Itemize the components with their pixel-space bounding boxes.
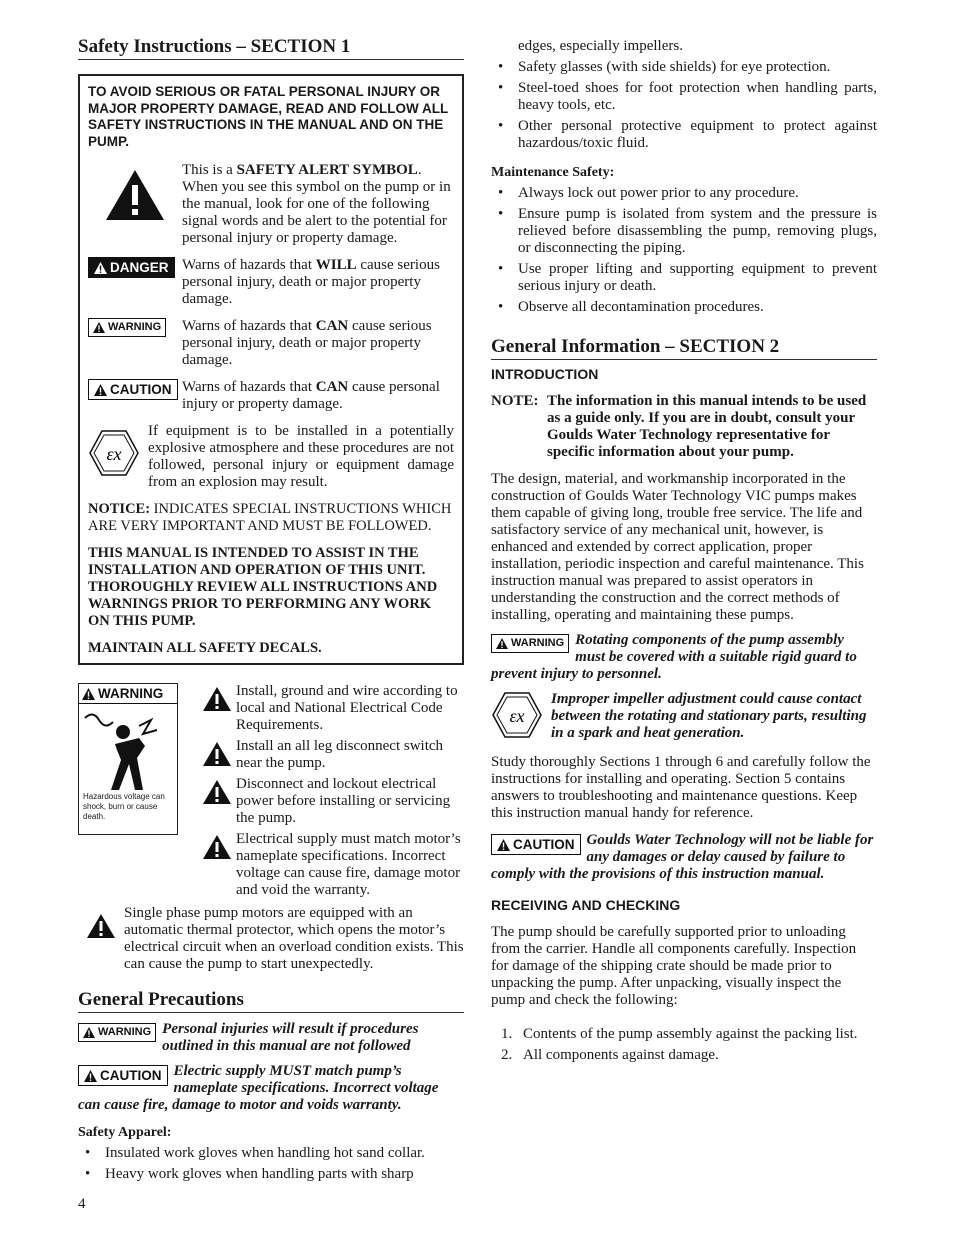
alert-icon [202,834,232,860]
guard-warning-text: Rotating components of the pump assembly must be covered with a suitable rigid guard to prevent injury to personnel. [491,632,857,682]
notice-paragraph [88,501,454,535]
guard-warning [491,632,877,683]
decals-paragraph: MAINTAIN ALL SAFETY DECALS. [88,640,322,656]
danger-row [88,257,454,308]
electrical-warning-block [78,683,464,903]
receiving-paragraph: The pump should be carefully supported prior to unloading from the carrier. Handle all components carefully. Inspection for damage of the shipping crate should be made prior to unpacking the pump. After unpacking, visually inspect the pump and check the following: [491,924,857,1008]
caution-text-bold: CAN [315,379,349,395]
single-phase-text: Single phase pump motors are equipped with an automatic thermal protector, which opens the motor’s electrical circuit when an overload condition exists. This can cause the pump to start unexpectedly. [124,905,464,972]
liability-caution-text: Goulds Water Technology will not be liable for any damages or delay caused by failure to comply with the provisions of this instruction manual. [491,832,874,882]
safety-alert-icon [104,168,166,222]
explosion-text: If equipment is to be installed in a potentially explosive atmosphere and these procedures are not followed, personal injury or equipment damage from an explosion may result. [148,423,454,490]
electrical-item: Electrical supply must match motor’s nameplate specifications. Incorrect voltage can cause fire, damage motor and void the warranty. [202,831,464,899]
left-column [78,38,464,1187]
warning-text-bold: CAN [315,318,349,334]
caution-row [88,379,454,413]
list-item: • Always lock out power prior to any procedure. [491,185,877,202]
svg-text:εx: εx [509,706,525,726]
alert-icon [202,686,232,712]
alert-text-post: . When you see this symbol on the pump or in the manual, look for one of the following signal words and be alert to the potential for personal injury or property damage. [182,162,451,246]
list-item: • Safety glasses (with side shields) for eye protection. [491,59,877,76]
electrical-warning-badge: WARNING [79,684,177,704]
electrical-decal-caption: Hazardous voltage can shock, burn or cause death. [83,792,165,821]
list-item: • Insulated work gloves when handling hot sand collar. [78,1145,464,1162]
alert-icon [202,741,232,767]
list-item: 1. Contents of the pump assembly against the packing list. [501,1026,858,1042]
list-item: • Use proper lifting and supporting equipment to prevent serious injury or death. [491,261,877,295]
caution-text-post: cause personal injury or property damage. [182,379,440,412]
danger-badge: DANGER [88,257,175,278]
manual-intent-paragraph: THIS MANUAL IS INTENDED TO ASSIST IN THE INSTALLATION AND OPERATION OF THIS UNIT. THOROUGHLY REVIEW ALL INSTRUCTIONS AND WARNINGS PRIOR TO PERFORMING ANY WORK ON THIS PUMP. [88,545,438,629]
section-2-title: General Information – SECTION 2 [491,338,877,360]
single-phase-warning [78,905,464,973]
caution-badge: CAUTION [88,379,178,400]
guard-warning-badge: WARNING [491,634,569,653]
continued-text: edges, especially impellers. [518,38,683,54]
notice-label: NOTICE: [88,501,151,517]
apparel-list-continued [491,59,877,152]
general-precautions-title: General Precautions [78,991,464,1013]
caution-alert-icon [94,384,107,396]
warning-row [88,318,454,369]
electrical-warning-items [202,683,464,903]
right-column [491,38,877,1068]
precaution-caution-badge: CAUTION [78,1065,168,1086]
caution-alert-icon [84,1070,97,1082]
impeller-explosion-note [491,691,877,744]
note-label: NOTE: [491,393,539,409]
liability-caution-badge: CAUTION [491,834,581,855]
safety-apparel-title: Safety Apparel: [78,1125,172,1140]
list-item: • Observe all decontamination procedures. [491,299,877,316]
alert-icon [202,779,232,805]
warning-badge: WARNING [88,318,166,337]
electrical-hazard-decal [78,683,178,835]
maintenance-safety-title: Maintenance Safety: [491,165,615,180]
list-item: • Other personal protective equipment to protect against hazardous/toxic fluid. [491,118,877,152]
alert-symbol-row [88,162,454,247]
note-text: The information in this manual intends to be used as a guide only. If you are in doubt, consult your Goulds Water Technology representative for specific information about your pump. [547,393,867,460]
list-item: 2. All components against damage. [501,1047,719,1063]
list-item: • Steel-toed shoes for foot protection when handling parts, heavy tools, etc. [491,80,877,114]
precaution-warning-text: Personal injuries will result if procedures outlined in this manual are not followed [162,1021,419,1054]
alert-icon [86,913,116,939]
safety-apparel-list [78,1145,464,1183]
study-paragraph: Study thoroughly Sections 1 through 6 and carefully follow the instructions for installing and operating. Section 5 contains answers to troubleshooting and maintenance questions. Keep this instruction manual handy for reference. [491,754,871,821]
liability-caution [491,832,877,883]
electrical-alert-icon [82,688,95,700]
electric-shock-icon [79,704,175,792]
receiving-heading: RECEIVING AND CHECKING [491,897,681,913]
impeller-explosion-text: Improper impeller adjustment could cause contact between the rotating and stationary parts, resulting in a spark and heat generation. [551,691,867,741]
warning-alert-icon [93,322,105,333]
warning-text-post: cause serious personal injury, death or major property damage. [182,318,432,368]
introduction-paragraph: The design, material, and workmanship incorporated in the construction of Goulds Water Technology VIC pumps makes them capable of giving long, trouble free service. The life and satisfactory service of any mechanical unit, however, is enhanced and extended by correct application, proper installation, periodic inspection and careful maintenance. This instruction manual was prepared to assist operators in understanding the construction and the correct methods of installing, operating and maintaining these pumps. [491,471,864,623]
safety-box-heading: TO AVOID SERIOUS OR FATAL PERSONAL INJURY OR MAJOR PROPERTY DAMAGE, READ AND FOLLOW ALL SAFETY INSTRUCTIONS IN THE MANUAL AND ON THE PUMP. [88,84,449,149]
alert-text-bold: SAFETY ALERT SYMBOL [236,162,418,178]
danger-alert-icon [94,262,107,274]
electrical-item: Install an all leg disconnect switch near the pump. [202,738,464,772]
list-item: • Ensure pump is isolated from system and the pressure is relieved before disassembling the pump, removing plugs, or disconnecting the piping. [491,206,877,257]
explosion-hazard-icon [88,429,140,477]
caution-alert-icon [497,839,510,851]
introduction-heading: INTRODUCTION [491,366,599,382]
danger-text-bold: WILL [315,257,357,273]
list-item: • Heavy work gloves when handling parts with sharp [78,1166,464,1183]
page-number: 4 [78,1196,86,1212]
maintenance-safety-list [491,185,877,316]
note-block [491,393,877,461]
warning-alert-icon [496,638,508,649]
section-1-title: Safety Instructions – SECTION 1 [78,38,464,60]
warning-text-pre: Warns of hazards that [182,318,316,334]
warning-alert-icon [83,1027,95,1038]
checking-list [491,1026,877,1064]
danger-text-post: cause serious personal injury, death or major property damage. [182,257,440,307]
safety-instructions-box [78,74,464,665]
electrical-item: Install, ground and wire according to local and National Electrical Code Requirements. [202,683,464,734]
precaution-caution [78,1063,464,1114]
precaution-caution-text: Electric supply MUST match pump’s nameplate specifications. Incorrect voltage can cause fire, damage to motor and voids warranty. [78,1063,439,1113]
alert-text-pre: This is a [182,162,237,178]
notice-text: INDICATES SPECIAL INSTRUCTIONS WHICH ARE VERY IMPORTANT AND MUST BE FOLLOWED. [88,501,452,534]
explosion-hazard-icon [491,691,543,739]
explosion-row [88,423,454,491]
electrical-item: Disconnect and lockout electrical power before installing or servicing the pump. [202,776,464,827]
danger-text-pre: Warns of hazards that [182,257,316,273]
caution-text-pre: Warns of hazards that [182,379,316,395]
precaution-warning-badge: WARNING [78,1023,156,1042]
svg-text:εx: εx [106,444,122,464]
precaution-warning [78,1021,464,1055]
